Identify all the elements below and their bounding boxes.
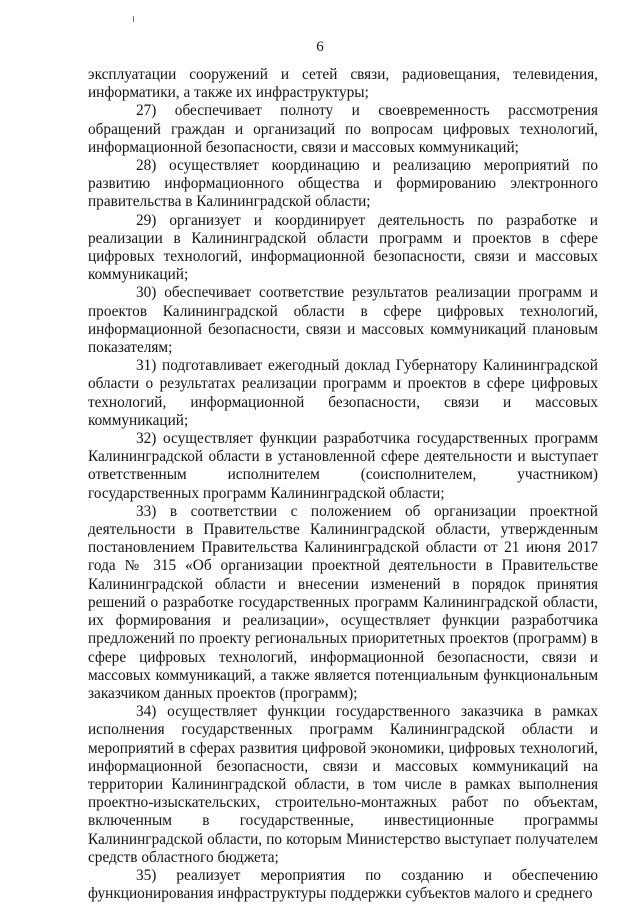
paragraph-item-32: 32) осуществляет функции разработчика государственных программ Калининградской области в установленной сфере деятельности и выступает ответственным исполнителем (соисполнителем, участником) государственных программ Калининградской области;: [88, 430, 598, 502]
scan-mark: [133, 16, 134, 22]
page-number: 6: [316, 39, 324, 55]
document-body: [88, 66, 598, 903]
paragraph-item-33: 33) в соответствии с положением об организации проектной деятельности в Правительстве Калининградской области, утвержденным постановлением Правительства Калининградской области от 21 июня 2017 года № 315 «Об организации проектной деятельности в Правительстве Калининградской области и внесении изменений в порядок принятия решений о разработке государственных программ Калининградской области, их формирования и реализации», осуществляет функции разработчика предложений по проекту региональных приоритетных проектов (программ) в сфере цифровых технологий, информационной безопасности, связи и массовых коммуникаций, а также является потенциальным функциональным заказчиком данных проектов (программ);: [88, 502, 598, 702]
paragraph-item-30: 30) обеспечивает соответствие результатов реализации программ и проектов Калининградской области в сфере цифровых технологий, информационной безопасности, связи и массовых коммуникаций плановым показателям;: [88, 284, 598, 357]
paragraph-item-29: 29) организует и координирует деятельность по разработке и реализации в Калининградской области программ и проектов в сфере цифровых технологий, информационной безопасности, связи и массовых коммуникаций;: [88, 211, 598, 284]
paragraph-item-34: 34) осуществляет функции государственного заказчика в рамках исполнения государственных программ Калининградской области и мероприятий в сферах развития цифровой экономики, цифровых технологий, информационной безопасности, связи и массовых коммуникаций на территории Калининградской области, в том числе в рамках выполнения проектно-изыскательских, строительно-монтажных работ по объектам, включенным в государственные, инвестиционные программы Калининградской области, по которым Министерство выступает получателем средств областного бюджета;: [88, 703, 598, 866]
paragraph-continuation: эксплуатации сооружений и сетей связи, радиовещания, телевидения, информатики, а также их инфраструктуры;: [88, 66, 598, 102]
paragraph-item-28: 28) осуществляет координацию и реализацию мероприятий по развитию информационного общества и формированию электронного правительства в Калининградской области;: [88, 157, 598, 211]
paragraph-item-35: 35) реализует мероприятия по созданию и обеспечению функционирования инфраструктуры поддержки субъектов малого и среднего: [88, 866, 598, 903]
paragraph-item-27: 27) обеспечивает полноту и своевременность рассмотрения обращений граждан и организаций по вопросам цифровых технологий, информационной безопасности, связи и массовых коммуникаций;: [88, 102, 598, 156]
paragraph-item-31: 31) подготавливает ежегодный доклад Губернатору Калининградской области о результатах реализации программ и проектов в сфере цифровых технологий, информационной безопасности, связи и массовых коммуникаций;: [88, 357, 598, 429]
